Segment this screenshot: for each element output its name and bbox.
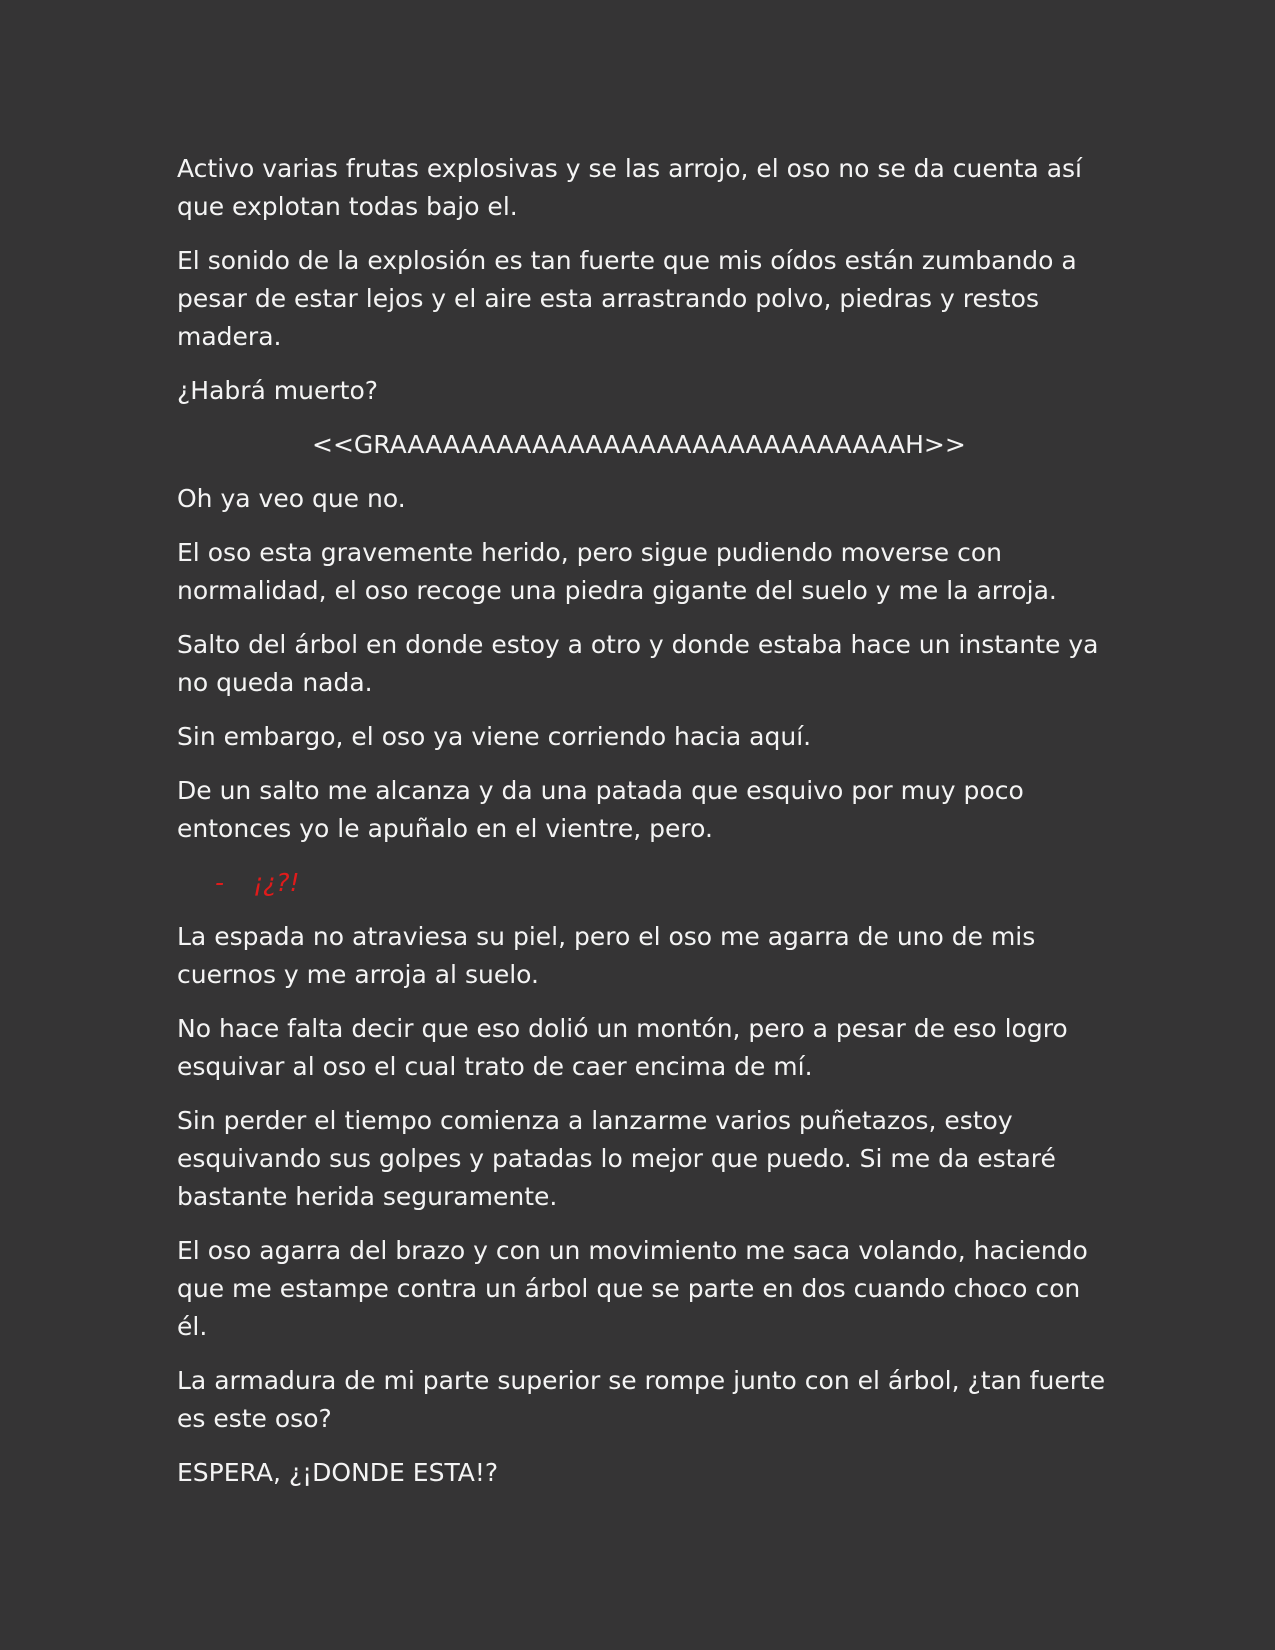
paragraph: Salto del árbol en donde estoy a otro y donde estaba hace un instante ya no queda nada. [177,630,1107,697]
dialogue-dash: - [215,868,225,897]
dialogue-line [215,864,1107,902]
paragraph: El oso esta gravemente herido, pero sigue pudiendo moverse con normalidad, el oso recoge una piedra gigante del suelo y me la arroja. [177,538,1057,605]
dialogue-text: ¡¿?! [253,868,300,897]
paragraph: ESPERA, ¿¡DONDE ESTA!? [177,1458,499,1487]
paragraph: Oh ya veo que no. [177,484,406,513]
paragraph: No hace falta decir que eso dolió un montón, pero a pesar de eso logro esquivar al oso el cual trato de caer encima de mí. [177,1014,1076,1081]
paragraph: Sin perder el tiempo comienza a lanzarme varios puñetazos, estoy esquivando sus golpes y patadas lo mejor que puedo. Si me da estaré bastante herida seguramente. [177,1106,1064,1211]
paragraph: Sin embargo, el oso ya viene corriendo hacia aquí. [177,722,812,751]
paragraph: La espada no atraviesa su piel, pero el oso me agarra de uno de mis cuernos y me arroja al suelo. [177,922,1044,989]
paragraph: ¿Habrá muerto? [177,376,379,405]
paragraph: El oso agarra del brazo y con un movimiento me saca volando, haciendo que me estampe contra un árbol que se parte en dos cuando choco con él. [177,1236,1096,1341]
paragraph: El sonido de la explosión es tan fuerte que mis oídos están zumbando a pesar de estar lejos y el aire esta arrastrando polvo, piedras y restos madera. [177,246,1085,351]
paragraph: De un salto me alcanza y da una patada que esquivo por muy poco entonces yo le apuñalo en el vientre, pero. [177,776,1032,843]
bear-roar-line: <<GRAAAAAAAAAAAAAAAAAAAAAAAAAAAAAH>> [312,430,966,459]
document-body [177,150,1114,1492]
paragraph: La armadura de mi parte superior se rompe junto con el árbol, ¿tan fuerte es este oso? [177,1366,1114,1433]
paragraph: Activo varias frutas explosivas y se las arrojo, el oso no se da cuenta así que explotan todas bajo el. [177,154,1090,221]
